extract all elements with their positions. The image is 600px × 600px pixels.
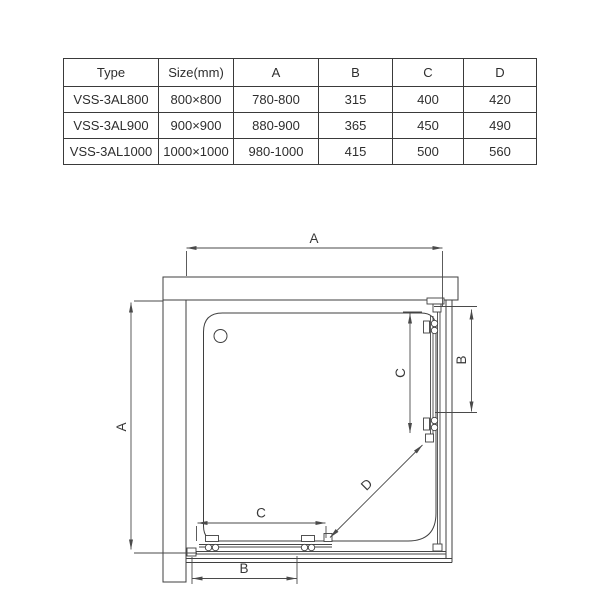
cell-size: 1000×1000 [159,139,234,165]
cell-a: 780-800 [234,87,319,113]
col-header-type: Type [64,59,159,87]
roller-bottom-left [205,536,218,551]
dim-label-b-right: B [454,355,469,365]
door-handle-right [426,434,434,442]
col-header-c: C [393,59,464,87]
corner-bracket-bottom-left [187,548,196,556]
roller-bottom-right [301,536,314,551]
door-assembly-right [424,298,453,563]
col-header-b: B [319,59,393,87]
corner-hardware-bottom-right [433,544,442,551]
dimension-a-left [114,301,197,553]
cell-b: 365 [319,113,393,139]
dim-label-a-top: A [309,231,319,246]
dim-label-b-bottom: B [239,561,249,576]
drain-icon [214,330,227,343]
wall-bracket-top-right [427,298,444,312]
cell-b: 315 [319,87,393,113]
cell-type: VSS-3AL1000 [64,139,159,165]
dimension-d-diagonal [330,445,423,538]
cell-a: 880-900 [234,113,319,139]
wall-top [163,277,458,300]
cell-d: 490 [464,113,537,139]
dimension-c-right [393,312,422,433]
dim-label-c-right: C [393,368,408,378]
cell-size: 900×900 [159,113,234,139]
wall-left [163,300,186,582]
cell-d: 560 [464,139,537,165]
dimension-a-top [187,231,443,306]
door-handle-bottom [324,534,332,542]
cell-d: 420 [464,87,537,113]
dim-label-d-diagonal: D [357,475,376,494]
dim-label-c-bottom: C [256,505,266,521]
dimension-b-right [434,307,477,413]
dimension-b-bottom [192,556,297,584]
cell-c: 400 [393,87,464,113]
col-header-size: Size(mm) [159,59,234,87]
cell-type: VSS-3AL900 [64,113,159,139]
cell-c: 500 [393,139,464,165]
col-header-d: D [464,59,537,87]
shower-tray [204,313,437,541]
col-header-a: A [234,59,319,87]
cell-a: 980-1000 [234,139,319,165]
door-assembly-bottom [186,534,452,563]
cell-type: VSS-3AL800 [64,87,159,113]
cell-size: 800×800 [159,87,234,113]
cell-c: 450 [393,113,464,139]
cell-b: 415 [319,139,393,165]
dim-label-a-left: A [114,422,129,432]
